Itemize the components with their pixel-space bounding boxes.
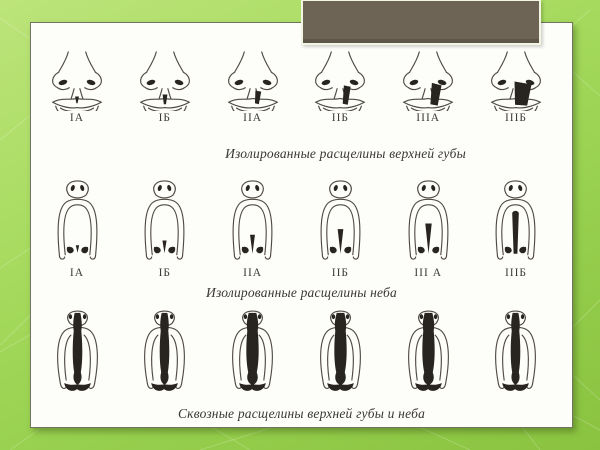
figure-cell — [213, 179, 293, 281]
caption-isolated-upper-lip-clefts: Изолированные расщелины верхней губы — [225, 146, 466, 161]
figure-label: IIIА — [416, 112, 441, 124]
figure-label: IIА — [243, 267, 263, 279]
figure-cell — [300, 179, 380, 281]
caption-isolated-palate-clefts: Изолированные расщелины неба — [206, 285, 397, 300]
slide-top-tab — [301, 0, 541, 45]
section-through-cleft-figures — [31, 310, 572, 401]
figure-cell — [125, 310, 205, 401]
figure-cell — [476, 49, 556, 126]
figure-cell — [37, 179, 117, 281]
figure-label: IБ — [158, 112, 172, 124]
lip-cleft-figure-6 — [481, 49, 551, 111]
figure-cell — [300, 310, 380, 401]
palate-cleft-figure-1 — [51, 179, 104, 266]
figure-cell — [213, 49, 293, 126]
figure-cell — [476, 179, 556, 281]
slide-content-panel — [30, 22, 573, 428]
figure-cell — [388, 179, 468, 281]
palate-cleft-figure-5 — [402, 179, 455, 266]
figure-label: IА — [69, 267, 85, 279]
figure-cell — [388, 310, 468, 401]
palate-cleft-figure-3 — [226, 179, 279, 266]
figure-cell — [37, 49, 117, 126]
palate-cleft-figure-6 — [489, 179, 542, 266]
lip-cleft-figure-2 — [130, 49, 200, 111]
figure-cell — [37, 310, 117, 401]
figure-label: IА — [69, 112, 85, 124]
through-cleft-figure-3 — [226, 310, 279, 401]
caption-through-clefts: Сквозные расщелины верхней губы и неба — [177, 406, 426, 421]
through-cleft-figure-1 — [51, 310, 104, 401]
through-cleft-figure-4 — [314, 310, 367, 401]
lip-cleft-figure-3 — [218, 49, 288, 111]
through-cleft-figure-6 — [489, 310, 542, 401]
lip-cleft-figure-5 — [393, 49, 463, 111]
figure-label: IIА — [243, 112, 263, 124]
lip-cleft-figure-4 — [305, 49, 375, 111]
section-palate-figures — [31, 179, 572, 281]
figure-label: IIБ — [331, 267, 350, 279]
figure-label: IIБ — [331, 112, 350, 124]
through-cleft-figure-2 — [138, 310, 191, 401]
figure-label: IIIБ — [504, 112, 528, 124]
figure-cell — [476, 310, 556, 401]
section-upper-lip-figures — [31, 49, 572, 126]
figure-cell — [125, 179, 205, 281]
palate-cleft-figure-2 — [138, 179, 191, 266]
figure-cell — [388, 49, 468, 126]
through-cleft-figure-5 — [402, 310, 455, 401]
figure-cell — [300, 49, 380, 126]
lip-cleft-figure-1 — [42, 49, 112, 111]
palate-cleft-figure-4 — [314, 179, 367, 266]
figure-cell — [213, 310, 293, 401]
figure-label: IIIБ — [504, 267, 528, 279]
figure-label: III А — [414, 267, 443, 279]
figure-label: IБ — [158, 267, 172, 279]
figure-cell — [125, 49, 205, 126]
